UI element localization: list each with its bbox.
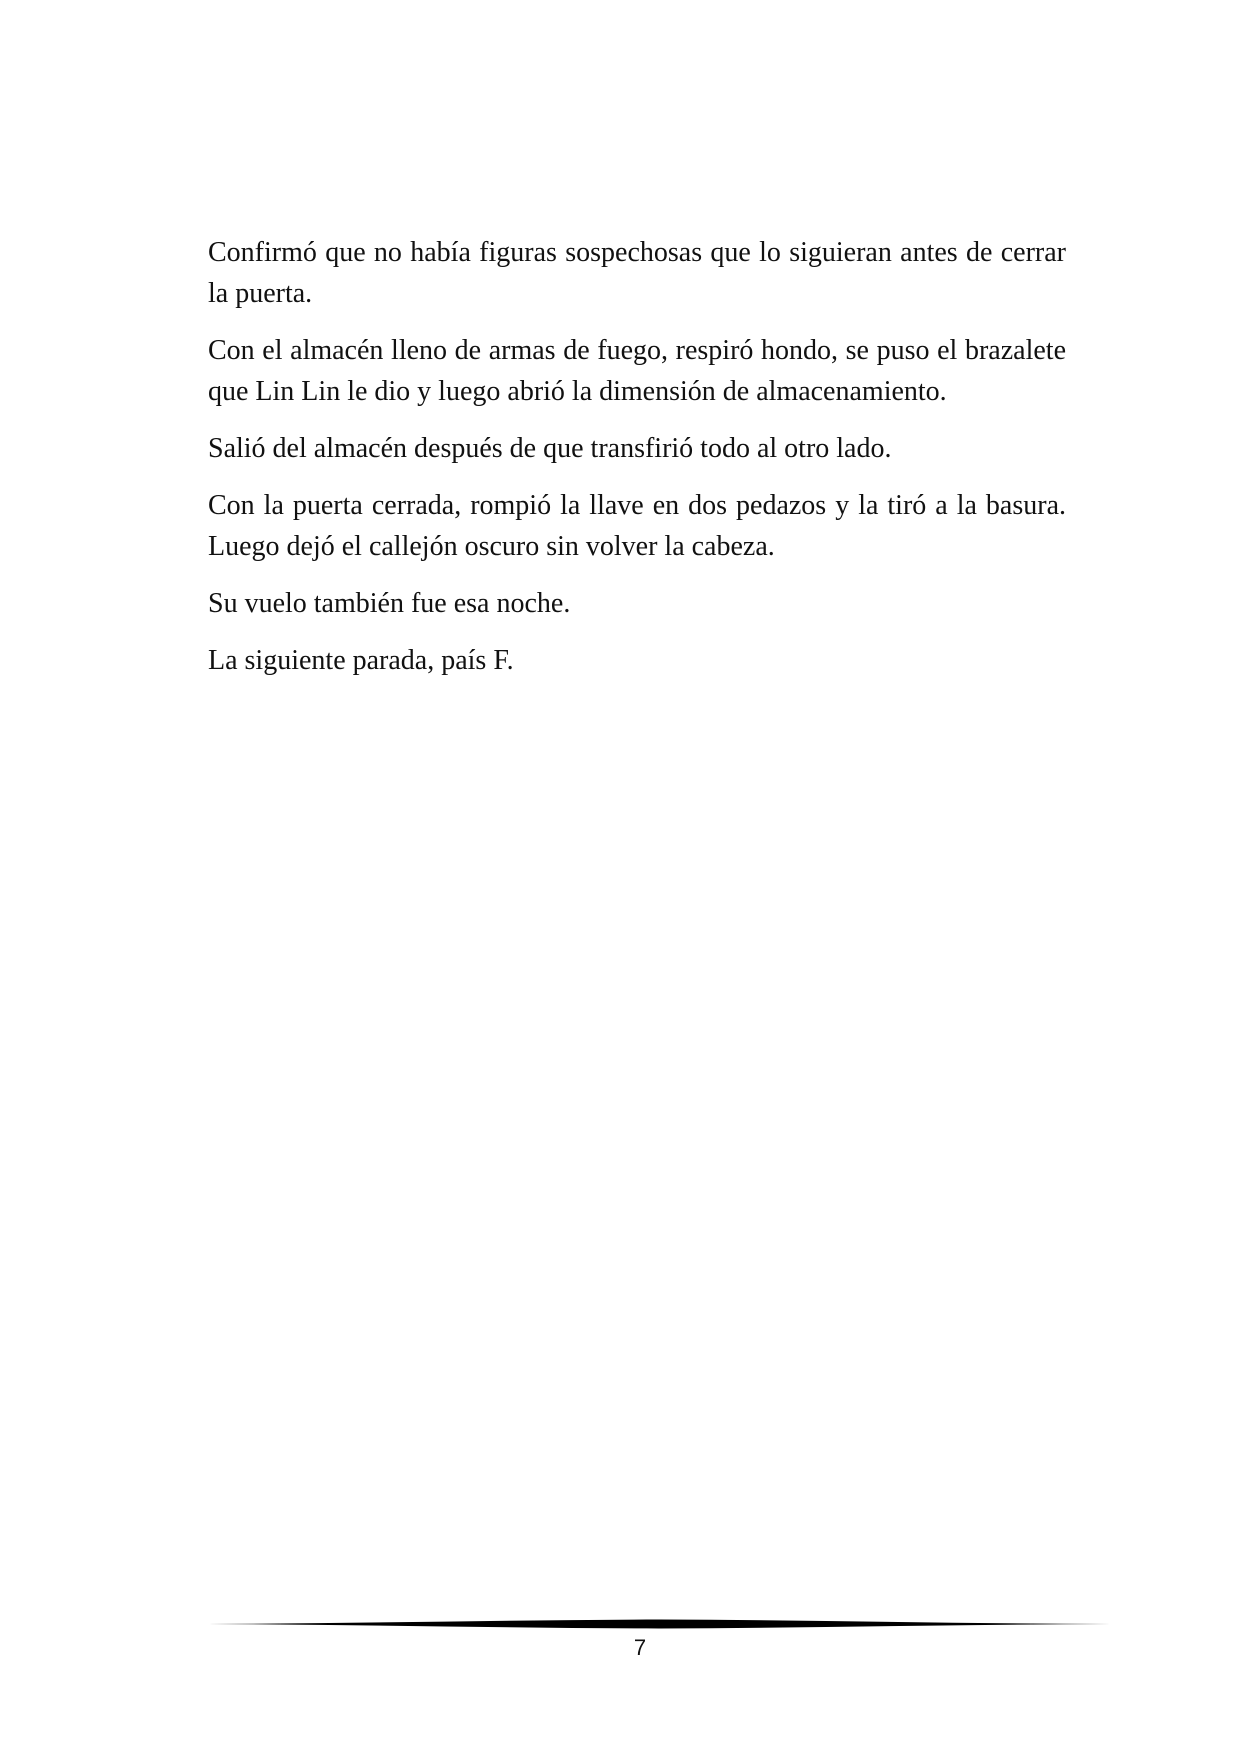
body-text [208,232,1066,697]
paragraph: Con el almacén lleno de armas de fuego, respiró hondo, se puso el brazalete que Lin Lin le dio y luego abrió la dimensión de almacenamiento. [208,335,1066,407]
page-number: 7 [633,1635,647,1660]
paragraph: Con la puerta cerrada, rompió la llave en dos pedazos y la tiró a la basura. Luego dejó el callejón oscuro sin volver la cabeza. [208,490,1066,562]
paragraph: La siguiente parada, país F. [208,645,514,676]
paragraph: Salió del almacén después de que transfirió todo al otro lado. [208,433,892,464]
paragraph: Su vuelo también fue esa noche. [208,588,571,619]
paragraph: Confirmó que no había figuras sospechosas que lo siguieran antes de cerrar la puerta. [208,237,1066,309]
footer-divider-rule [208,1617,1111,1631]
